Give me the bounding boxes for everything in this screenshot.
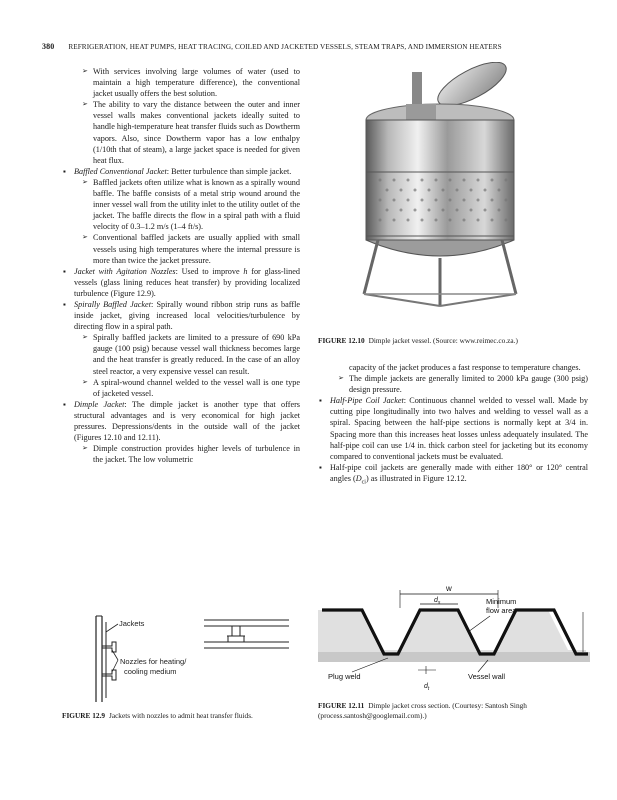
fig-12-11-label-plug: Plug weld bbox=[328, 672, 361, 681]
fig-12-9-label-jackets: Jackets bbox=[119, 619, 145, 628]
running-header bbox=[42, 42, 582, 51]
figure-12-11-caption: FIGURE 12.11 Dimple jacket cross section. (Courtesy: Santosh Singh (process.santosh@googlemail.com).) bbox=[318, 701, 527, 720]
list-item: ▪ Dimple Jacket: The dimple jacket is another type that offers structural advantages and is very economical for high jacket pressures. Depressions/dents in the outside wall of the jacket (Figures 12.10 and 12.11). bbox=[62, 399, 300, 443]
list-item: ➢ With services involving large volumes of water (used to maintain a high temperature difference), the conventional jacket usually offers the best solution. bbox=[82, 66, 300, 99]
list-item: ▪ Jacket with Agitation Nozzles: Used to improve h for glass-lined vessels (glass lining reduces heat transfer) by providing localized turbulence (Figure 12.9). bbox=[62, 266, 300, 299]
figure-12-10-photo bbox=[350, 62, 530, 317]
left-column bbox=[62, 66, 300, 465]
list-item: ➢ The dimple jackets are generally limited to 2000 kPa gauge (300 psig) design pressure. bbox=[338, 373, 588, 395]
figure-12-11-diagram bbox=[318, 582, 590, 694]
list-item: ▪ Half-Pipe Coil Jacket: Continuous channel welded to vessel wall. Made by cutting pipe longitudinally into two halves and welding to vessel wall as a spiral. Spacing between the half-pipe sections is normally kept at 3/4 in. Spacing more than this increases heat losses unless adequately insulated. The half-pipe coil can use 1/4 in. thick carbon steel for jacketing but its economy compared to conventional jackets must be evaluated. bbox=[318, 395, 588, 462]
fig-12-9-label-nozzles: Nozzles for heating/ bbox=[120, 657, 187, 666]
list-item: ➢ Dimple construction provides higher levels of turbulence in the jacket. The low volumetric bbox=[82, 443, 300, 465]
fig-12-11-label-w: w bbox=[446, 584, 452, 593]
fig-12-11-label-minflow: Minimum bbox=[486, 597, 517, 606]
fig-12-11-label-minflow-2: flow area bbox=[486, 606, 517, 615]
right-column bbox=[318, 362, 588, 489]
list-item: ▪ Spirally Baffled Jacket: Spirally wound ribbon strip runs as baffle inside jacket, giving increased local velocities/turbulence by directing flow in a spiral path. bbox=[62, 299, 300, 332]
list-item: ➢ A spiral-wound channel welded to the vessel wall is one type of jacketed vessel. bbox=[82, 377, 300, 399]
list-item: ➢ Baffled jackets often utilize what is known as a spirally wound baffle. The baffle consists of a metal strip wound around the inner vessel wall from the utility inlet to the utility outlet of the jacket. The baffle directs the flow in a spiral path with a fluid velocity of 0.3–1.2 m/s (1–4 ft/s). bbox=[82, 177, 300, 232]
list-item: ▪ Half-pipe coil jackets are generally made with either 180° or 120° central angles $(D_{ci})$ as illustrated in Figure 12.12. bbox=[318, 462, 588, 489]
fig-12-11-label-dt: $d_t$ bbox=[424, 683, 430, 692]
figure-12-9-diagram bbox=[84, 612, 292, 702]
list-item: ➢ Conventional baffled jackets are usually applied with small vessels using high temperatures where the internal pressure is more than twice the jacket pressure. bbox=[82, 232, 300, 265]
fig-12-11-label-ds: $d_s$ bbox=[434, 597, 441, 606]
fig-12-9-label-nozzles-2: cooling medium bbox=[124, 667, 177, 676]
running-title: REFRIGERATION, HEAT PUMPS, HEAT TRACING, COILED AND JACKETED VESSELS, STEAM TRAPS, AND IMMERSION HEATERS bbox=[68, 43, 502, 51]
figure-12-10-caption: FIGURE 12.10 Dimple jacket vessel. (Source: www.reimec.co.za.) bbox=[318, 336, 518, 345]
paragraph: capacity of the jacket produces a fast response to temperature changes. bbox=[349, 363, 581, 372]
figure-12-9-caption: FIGURE 12.9 Jackets with nozzles to admit heat transfer fluids. bbox=[62, 711, 253, 720]
fig-12-11-label-wall: Vessel wall bbox=[468, 672, 506, 681]
list-item: ➢ The ability to vary the distance between the outer and inner vessel walls makes conventional jackets ideally suited to handle high-temperature heat transfer fluids such as Dowtherm vapors. Also, since Dowtherm vapor has a low enthalpy (1/10th that of steam), a large jacket space is needed for given heat flux. bbox=[82, 99, 300, 166]
page-number: 380 bbox=[42, 42, 55, 51]
list-item: ➢ Spirally baffled jackets are limited to a pressure of 690 kPa gauge (100 psig) because vessel wall thickness becomes large and the heat transfer is greatly reduced. In the case of an alloy steel reactor, a very expensive vessel can result. bbox=[82, 332, 300, 376]
list-item: ▪ Baffled Conventional Jacket: Better turbulence than simple jacket. bbox=[62, 166, 300, 177]
